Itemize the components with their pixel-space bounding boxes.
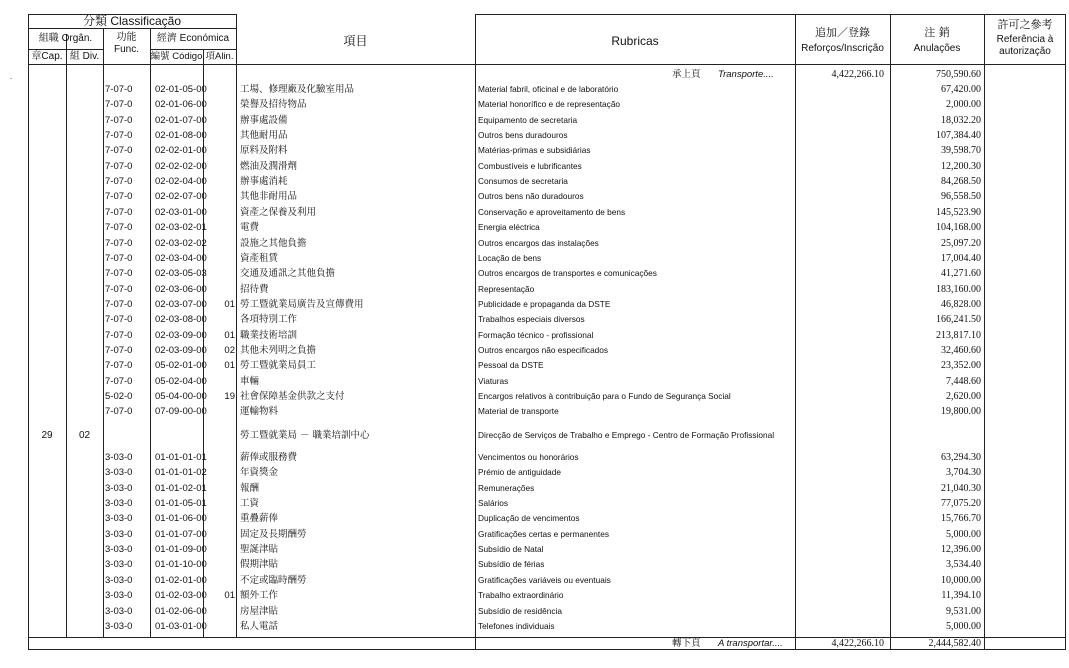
economic-code: 02-03-01-00 xyxy=(155,206,207,218)
table-row xyxy=(28,450,1066,465)
func-code: 7-07-0 xyxy=(105,406,133,418)
carry-in-reforcos: 4,422,266.10 xyxy=(831,69,884,80)
section-title-pt: Direcção de Serviços de Trabalho e Emprego - Centro de Formação Profissional xyxy=(478,430,775,440)
description-zh: 辦事處設備 xyxy=(240,114,288,126)
economic-code: 01-01-07-00 xyxy=(155,528,207,540)
table-row xyxy=(28,128,1066,143)
description-pt: Equipamento de secretaria xyxy=(478,114,578,125)
classificacao-header: 分類 Classificação xyxy=(82,14,182,28)
description-zh: 聖誕津貼 xyxy=(240,544,279,556)
description-zh: 資產之保養及利用 xyxy=(240,206,317,218)
economic-code: 01-03-01-00 xyxy=(155,620,207,632)
description-pt: Subsídio de Natal xyxy=(478,544,544,555)
anulacao-amount: 145,523.90 xyxy=(936,206,981,218)
description-zh: 私人電話 xyxy=(240,620,279,632)
anulacao-amount: 41,271.60 xyxy=(941,268,981,280)
func-code: 7-07-0 xyxy=(105,375,133,387)
anulacao-amount: 11,394.10 xyxy=(941,590,981,602)
anulacao-amount: 77,075.20 xyxy=(941,498,981,510)
table-row xyxy=(28,282,1066,297)
budget-table xyxy=(28,14,1066,650)
organica-header: 組職 Orgân. xyxy=(38,33,93,44)
economic-code: 01-01-05-01 xyxy=(155,498,207,510)
func-code: 7-07-0 xyxy=(105,130,133,142)
economic-code: 01-01-01-01 xyxy=(155,452,207,463)
economic-code: 02-01-05-00 xyxy=(155,84,207,95)
description-pt: Locação de bens xyxy=(478,252,542,263)
description-zh: 各項特別工作 xyxy=(240,314,298,326)
economic-code: 01-01-02-01 xyxy=(155,482,207,494)
description-pt: Subsídio de férias xyxy=(478,559,545,570)
economic-code: 01-02-01-00 xyxy=(155,574,207,586)
table-row xyxy=(28,312,1066,327)
table-row xyxy=(28,588,1066,603)
description-pt: Salários xyxy=(478,498,508,509)
func-code: 3-03-0 xyxy=(105,467,133,479)
economic-code: 01-01-06-00 xyxy=(155,513,207,525)
div-header: 組 Div. xyxy=(69,51,100,62)
section-div: 02 xyxy=(78,430,91,441)
description-zh: 榮譽及招待物品 xyxy=(240,99,307,111)
anulacao-amount: 213,817.10 xyxy=(936,329,981,341)
section-cap: 29 xyxy=(41,430,53,441)
anulacao-amount: 25,097.20 xyxy=(941,237,981,249)
economic-code: 05-04-00-00 xyxy=(155,391,207,402)
description-pt: Subsídio de residência xyxy=(478,605,562,616)
table-row xyxy=(28,97,1066,112)
table-row xyxy=(28,527,1066,542)
carry-in-row xyxy=(28,67,1066,82)
table-row xyxy=(28,143,1066,158)
economic-code: 02-01-07-00 xyxy=(155,114,207,126)
description-pt: Formação técnico - profissional xyxy=(478,329,594,340)
carry-out-row xyxy=(28,636,1066,651)
anulacao-amount: 17,004.40 xyxy=(941,252,981,264)
carry-in-anulacoes: 750,590.60 xyxy=(936,69,981,80)
description-pt: Material de transporte xyxy=(478,406,559,417)
anulacao-amount: 15,766.70 xyxy=(941,513,981,525)
description-pt: Remunerações xyxy=(478,482,535,493)
table-row xyxy=(28,328,1066,343)
anulacao-amount: 21,040.30 xyxy=(941,482,981,494)
description-pt: Gratificações certas e permanentes xyxy=(478,528,609,539)
description-zh: 設施之其他負擔 xyxy=(240,237,307,249)
economic-code: 07-09-00-00 xyxy=(155,406,207,418)
func-code: 3-03-0 xyxy=(105,574,133,586)
func-code: 7-07-0 xyxy=(105,145,133,157)
carry-out-anulacoes: 2,444,582.40 xyxy=(928,638,981,649)
anulacao-amount: 183,160.00 xyxy=(936,283,981,295)
economic-code: 01-02-06-00 xyxy=(155,605,207,617)
reforcos-header-zh: 追加／登錄 xyxy=(815,26,870,39)
func-code: 7-07-0 xyxy=(105,206,133,218)
economic-code: 02-01-06-00 xyxy=(155,99,207,111)
economic-code: 02-03-08-00 xyxy=(155,314,207,326)
anulacao-amount: 12,396.00 xyxy=(941,544,981,556)
economic-code: 02-03-02-02 xyxy=(155,237,207,249)
reforcos-header-pt: Reforços/Inscrição xyxy=(801,43,884,54)
table-row xyxy=(28,159,1066,174)
description-zh: 職業技術培訓 xyxy=(240,329,298,341)
description-zh: 假期津貼 xyxy=(240,559,279,571)
table-row xyxy=(28,374,1066,389)
anulacao-amount: 23,352.00 xyxy=(941,360,981,372)
section-row xyxy=(28,428,1066,443)
description-zh: 額外工作 xyxy=(240,590,279,602)
projecto-header: 項目 xyxy=(343,34,368,48)
description-zh: 勞工暨就業局員工 xyxy=(240,360,317,372)
rule-top-right xyxy=(475,14,1066,15)
economic-code: 02-03-05-03 xyxy=(155,268,207,280)
carry-in-label-zh: 承上頁 xyxy=(672,69,701,80)
table-row xyxy=(28,465,1066,480)
description-zh: 報酬 xyxy=(240,482,260,494)
func-code: 7-07-0 xyxy=(105,329,133,341)
description-zh: 勞工暨就業局廣告及宣傳費用 xyxy=(240,298,364,310)
func-code: 7-07-0 xyxy=(105,222,133,234)
description-pt: Material fabril, oficinal e de laboratório xyxy=(478,84,619,94)
func-code: 7-07-0 xyxy=(105,360,133,372)
table-row xyxy=(28,557,1066,572)
alin-header: 項Alin. xyxy=(205,51,234,62)
description-pt: Outros bens não duradouros xyxy=(478,191,584,202)
alinea: 01 xyxy=(224,360,235,372)
func-code: 7-07-0 xyxy=(105,191,133,203)
economic-code: 01-02-03-00 xyxy=(155,590,207,602)
economic-code: 01-01-10-00 xyxy=(155,559,207,571)
func-code: 7-07-0 xyxy=(105,298,133,310)
description-zh: 燃油及潤滑劑 xyxy=(240,160,298,172)
func-code: 5-02-0 xyxy=(105,391,133,402)
description-pt: Matérias-primas e subsidiárias xyxy=(478,145,591,156)
func-code: 3-03-0 xyxy=(105,498,133,510)
referencia-header-pt2: autorização xyxy=(999,46,1051,57)
funcional-header: 功能 Func. xyxy=(113,32,139,55)
description-zh: 原料及附料 xyxy=(240,145,288,157)
description-pt: Trabalho extraordinário xyxy=(478,590,564,601)
anulacao-amount: 3,704.30 xyxy=(946,467,981,479)
func-code: 7-07-0 xyxy=(105,160,133,172)
table-row xyxy=(28,619,1066,634)
description-pt: Consumos de secretaria xyxy=(478,176,568,187)
economic-code: 02-02-01-00 xyxy=(155,145,207,157)
economic-code: 02-03-04-00 xyxy=(155,252,207,264)
description-zh: 固定及長期酬勞 xyxy=(240,528,307,540)
referencia-header-zh: 許可之參考 xyxy=(997,18,1053,31)
alinea: 01 xyxy=(224,298,235,310)
anulacao-amount: 32,460.60 xyxy=(941,344,981,356)
economic-code: 02-02-02-00 xyxy=(155,160,207,172)
alinea: 01 xyxy=(224,329,235,341)
anulacao-amount: 18,032.20 xyxy=(941,114,981,126)
anulacoes-header-pt: Anulações xyxy=(913,43,961,54)
description-zh: 其他非耐用品 xyxy=(240,191,298,203)
anulacao-amount: 104,168.00 xyxy=(936,222,981,234)
table-row xyxy=(28,573,1066,588)
economic-code: 05-02-04-00 xyxy=(155,375,207,387)
description-pt: Conservação e aproveitamento de bens xyxy=(478,206,626,217)
description-zh: 交通及通訊之其他負擔 xyxy=(240,268,336,280)
description-pt: Duplicação de vencimentos xyxy=(478,513,580,524)
table-row xyxy=(28,82,1066,97)
description-pt: Representação xyxy=(478,283,535,294)
economic-code: 01-01-09-00 xyxy=(155,544,207,556)
description-pt: Prémio de antiguidade xyxy=(478,467,562,478)
table-row xyxy=(28,496,1066,511)
description-pt: Gratificações variáveis ou eventuais xyxy=(478,574,611,585)
economic-code: 01-01-01-02 xyxy=(155,467,207,479)
func-code: 7-07-0 xyxy=(105,252,133,264)
alinea: 01 xyxy=(224,590,235,602)
description-pt: Vencimentos ou honorários xyxy=(478,452,579,462)
economic-code: 02-03-07-00 xyxy=(155,298,207,310)
economic-code: 02-02-04-00 xyxy=(155,176,207,188)
table-row xyxy=(28,542,1066,557)
table-row xyxy=(28,174,1066,189)
table-row xyxy=(28,389,1066,404)
description-pt: Combustíveis e lubrificantes xyxy=(478,160,582,171)
description-zh: 工場、修理廠及化驗室用品 xyxy=(240,84,355,95)
description-zh: 年資獎金 xyxy=(240,467,279,479)
func-code: 7-07-0 xyxy=(105,237,133,249)
section-title-zh: 勞工暨就業局 － 職業培訓中心 xyxy=(240,430,370,441)
func-code: 3-03-0 xyxy=(105,544,133,556)
func-code: 7-07-0 xyxy=(105,283,133,295)
description-zh: 車輛 xyxy=(240,375,260,387)
func-code: 7-07-0 xyxy=(105,314,133,326)
economic-code: 02-01-08-00 xyxy=(155,130,207,142)
func-code: 7-07-0 xyxy=(105,99,133,111)
description-pt: Material honorífico e de representação xyxy=(478,99,621,110)
func-code: 3-03-0 xyxy=(105,482,133,494)
economic-code: 05-02-01-00 xyxy=(155,360,207,372)
func-code: 3-03-0 xyxy=(105,452,133,463)
description-zh: 房屋津貼 xyxy=(240,605,279,617)
anulacao-amount: 67,420.00 xyxy=(941,84,981,95)
table-row xyxy=(28,358,1066,373)
anulacao-amount: 5,000.00 xyxy=(946,620,981,632)
carry-out-reforcos: 4,422,266.10 xyxy=(831,638,884,649)
anulacao-amount: 12,200.30 xyxy=(941,160,981,172)
description-pt: Pessoal da DSTE xyxy=(478,360,544,371)
anulacao-amount: 107,384.40 xyxy=(936,130,981,142)
description-zh: 不定或臨時酬勞 xyxy=(240,574,307,586)
economic-code: 02-03-09-00 xyxy=(155,344,207,356)
table-row xyxy=(28,343,1066,358)
anulacao-amount: 19,800.00 xyxy=(941,406,981,418)
anulacao-amount: 2,000.00 xyxy=(946,99,981,111)
economic-code: 02-03-02-01 xyxy=(155,222,207,234)
referencia-header-pt1: Referência à xyxy=(996,34,1054,45)
anulacao-amount: 84,268.50 xyxy=(941,176,981,188)
description-zh: 資產租賃 xyxy=(240,252,279,264)
func-code: 7-07-0 xyxy=(105,176,133,188)
table-row xyxy=(28,189,1066,204)
cap-header: 章Cap. xyxy=(31,51,63,62)
carry-in-label-pt: Transporte.... xyxy=(718,69,774,80)
func-code: 7-07-0 xyxy=(105,84,133,95)
economic-code: 02-02-07-00 xyxy=(155,191,207,203)
table-row xyxy=(28,266,1066,281)
description-zh: 工資 xyxy=(240,498,260,510)
table-row xyxy=(28,297,1066,312)
description-pt: Viaturas xyxy=(478,375,509,386)
description-pt: Trabalhos especiais diversos xyxy=(478,314,585,325)
table-row xyxy=(28,113,1066,128)
description-zh: 其他耐用品 xyxy=(240,130,288,142)
description-pt: Outros encargos de transportes e comunicações xyxy=(478,268,657,279)
anulacao-amount: 3,534.40 xyxy=(946,559,981,571)
economic-code: 02-03-09-00 xyxy=(155,329,207,341)
func-code: 7-07-0 xyxy=(105,114,133,126)
description-zh: 辦事處消耗 xyxy=(240,176,288,188)
anulacao-amount: 96,558.50 xyxy=(941,191,981,203)
description-pt: Outros bens duradouros xyxy=(478,130,568,141)
anulacao-amount: 63,294.30 xyxy=(941,452,981,463)
carry-out-label-pt: A transportar.... xyxy=(718,638,783,649)
func-code: 3-03-0 xyxy=(105,590,133,602)
description-pt: Publicidade e propaganda da DSTE xyxy=(478,298,611,309)
func-code: 3-03-0 xyxy=(105,513,133,525)
anulacao-amount: 166,241.50 xyxy=(936,314,981,326)
description-zh: 社會保障基金供款之支付 xyxy=(240,391,345,402)
func-code: 3-03-0 xyxy=(105,559,133,571)
codigo-header: 編號 Código xyxy=(150,51,203,62)
table-row xyxy=(28,251,1066,266)
table-row xyxy=(28,481,1066,496)
alinea: 02 xyxy=(224,344,235,356)
anulacao-amount: 5,000.00 xyxy=(946,528,981,540)
margin-mark: . xyxy=(10,72,13,81)
func-code: 7-07-0 xyxy=(105,344,133,356)
table-row xyxy=(28,604,1066,619)
description-zh: 招待費 xyxy=(240,283,269,295)
anulacao-amount: 2,620.00 xyxy=(946,391,981,402)
func-code: 7-07-0 xyxy=(105,268,133,280)
anulacao-amount: 46,828.00 xyxy=(941,298,981,310)
description-pt: Encargos relativos à contribuição para o Fundo de Segurança Social xyxy=(478,391,731,401)
description-zh: 其他未列明之負擔 xyxy=(240,344,317,356)
alinea: 19 xyxy=(224,391,235,402)
table-row xyxy=(28,511,1066,526)
description-zh: 電費 xyxy=(240,222,260,234)
description-zh: 重疊薪俸 xyxy=(240,513,279,525)
anulacao-amount: 7,448.60 xyxy=(946,375,981,387)
description-pt: Outros encargos não especificados xyxy=(478,344,609,355)
table-row xyxy=(28,236,1066,251)
func-code: 3-03-0 xyxy=(105,620,133,632)
rubricas-header: Rubricas xyxy=(611,34,659,48)
description-pt: Energia eléctrica xyxy=(478,222,540,233)
rule-header-bottom xyxy=(28,64,1066,65)
table-row xyxy=(28,205,1066,220)
table-row xyxy=(28,404,1066,419)
economic-code: 02-03-06-00 xyxy=(155,283,207,295)
rule-classif-sub xyxy=(28,28,236,29)
func-code: 3-03-0 xyxy=(105,528,133,540)
description-pt: Outros encargos das instalações xyxy=(478,237,599,248)
description-pt: Telefones individuais xyxy=(478,620,555,631)
anulacao-amount: 10,000.00 xyxy=(941,574,981,586)
anulacoes-header-zh: 注 銷 xyxy=(924,26,950,39)
table-row xyxy=(28,220,1066,235)
description-zh: 運輸物料 xyxy=(240,406,279,418)
func-code: 3-03-0 xyxy=(105,605,133,617)
carry-out-label-zh: 轉下頁 xyxy=(672,638,701,649)
economica-header: 經濟 Económica xyxy=(156,33,230,44)
anulacao-amount: 9,531.00 xyxy=(946,605,981,617)
description-zh: 薪俸或服務費 xyxy=(240,452,298,463)
anulacao-amount: 39,598.70 xyxy=(941,145,981,157)
